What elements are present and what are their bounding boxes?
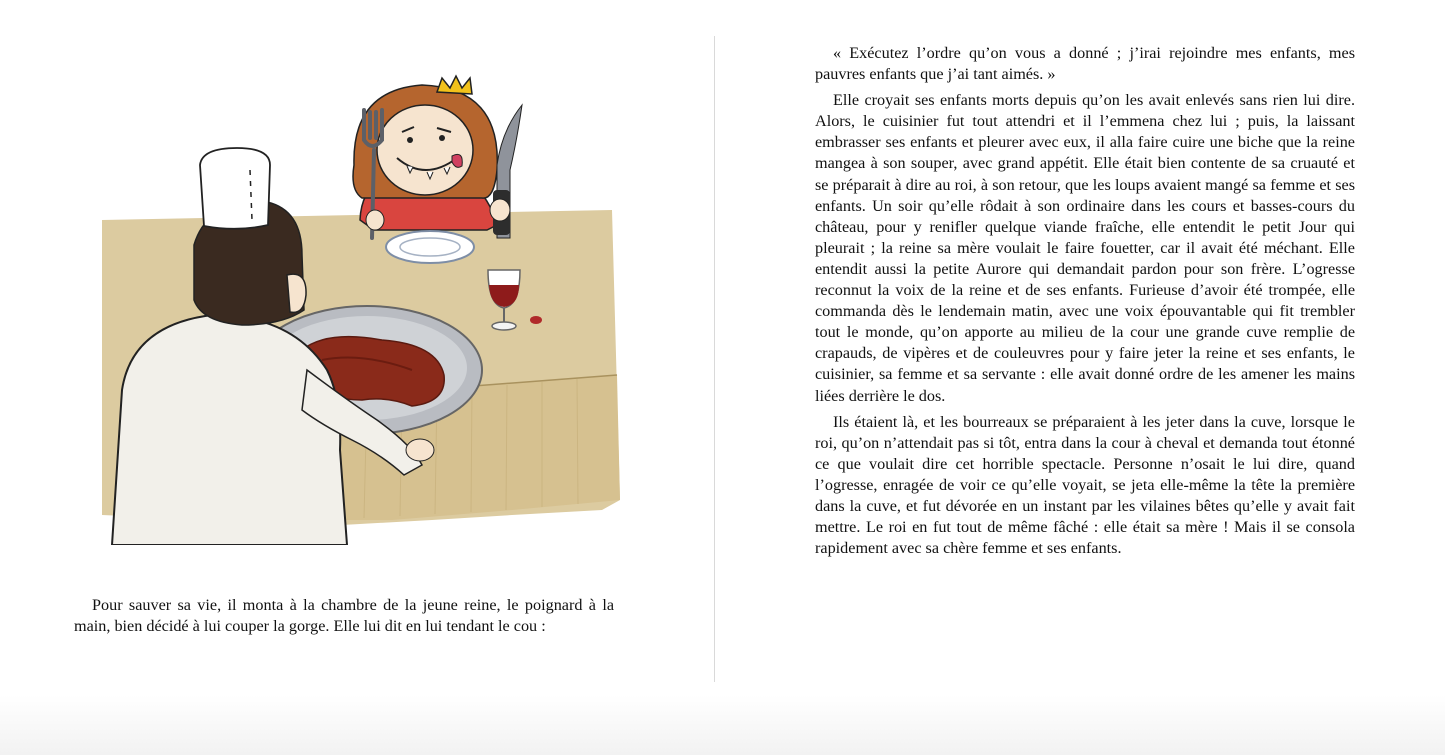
crown-icon [437, 76, 472, 94]
chef-ear-face [287, 274, 306, 312]
right-paragraph-3: Ils étaient là, et les bourreaux se préparaient à les jeter dans la cuve, lorsque le roi, qu’on n’attendait pas si tôt, entra dans la cour à cheval et demanda tout étonné ce que voulait dire cet horrible spectacle. Personne n’osait le lui dire, quand l’ogresse, enragée de voir ce qu’elle voyait, se jeta elle-même la tête la première dans la cuve, et fut dévorée en un instant par les vilaines bêtes qu’elle y avait fait mettre. Le roi en fut tout de même fâché : elle était sa mère ! Mais il se consola rapidement avec sa chère femme et ses enfants. [815, 412, 1355, 558]
left-page-paragraph: Pour sauver sa vie, il monta à la chambre de la jeune reine, le poignard à la main, bien décidé à lui couper la gorge. Elle lui dit en lui tendant le cou : [74, 596, 614, 636]
queen-figure [353, 76, 522, 238]
wine-stain [530, 316, 542, 324]
chef-hand [406, 439, 434, 461]
chef-coat [112, 315, 347, 545]
illustration-chef-serving-ogress-queen [92, 70, 627, 545]
left-page [0, 0, 714, 700]
chef-hat [200, 148, 270, 229]
right-paragraph-2: Elle croyait ses enfants morts depuis qu’on les avait enlevés sans rien lui dire. Alors, le cuisinier fut tout attendri et il l’emmena chez lui ; puis, la laissant embrasser ses enfants et pleurer avec eux, il alla faire cuire une biche que la reine mangea à son souper, avec grand appétit. Elle était bien contente de sa cruauté et se préparait à dire au roi, à son retour, que les loups avaient mangé sa femme et ses enfants. Un soir qu’elle rôdait à son ordinaire dans les cours et basses-cours du château, pour y renifler quelque viande fraîche, elle entendit le petit Jour qui pleurait ; la reine sa mère voulait le faire fouetter, car il avait été méchant. Elle entendit aussi la petite Aurore qui demandait pardon pour son frère. L’ogresse reconnut la voix de la reine et de ses enfants. Furieuse d’avoir été trompée, elle commanda dès le lendemain matin, avec une voix épouvantable qui fit trembler tout le monde, qu’on apporte au milieu de la cour une grande cuve remplie de crapauds, de vipères et de couleuvres pour y faire jeter la reine et ses enfants, le cuisinier, sa femme et sa servante : elle avait donné ordre de les amener les mains liées derrière le dos. [815, 91, 1355, 405]
right-page-text [815, 43, 1355, 564]
book-gutter [714, 36, 715, 682]
right-paragraph-1: « Exécutez l’ordre qu’on vous a donné ; j’irai rejoindre mes enfants, mes pauvres enfants que j’ai tant aimés. » [815, 44, 1355, 84]
right-page [716, 0, 1445, 700]
plate [386, 231, 474, 263]
queen-face [377, 105, 473, 195]
bottom-shadow [0, 695, 1445, 755]
